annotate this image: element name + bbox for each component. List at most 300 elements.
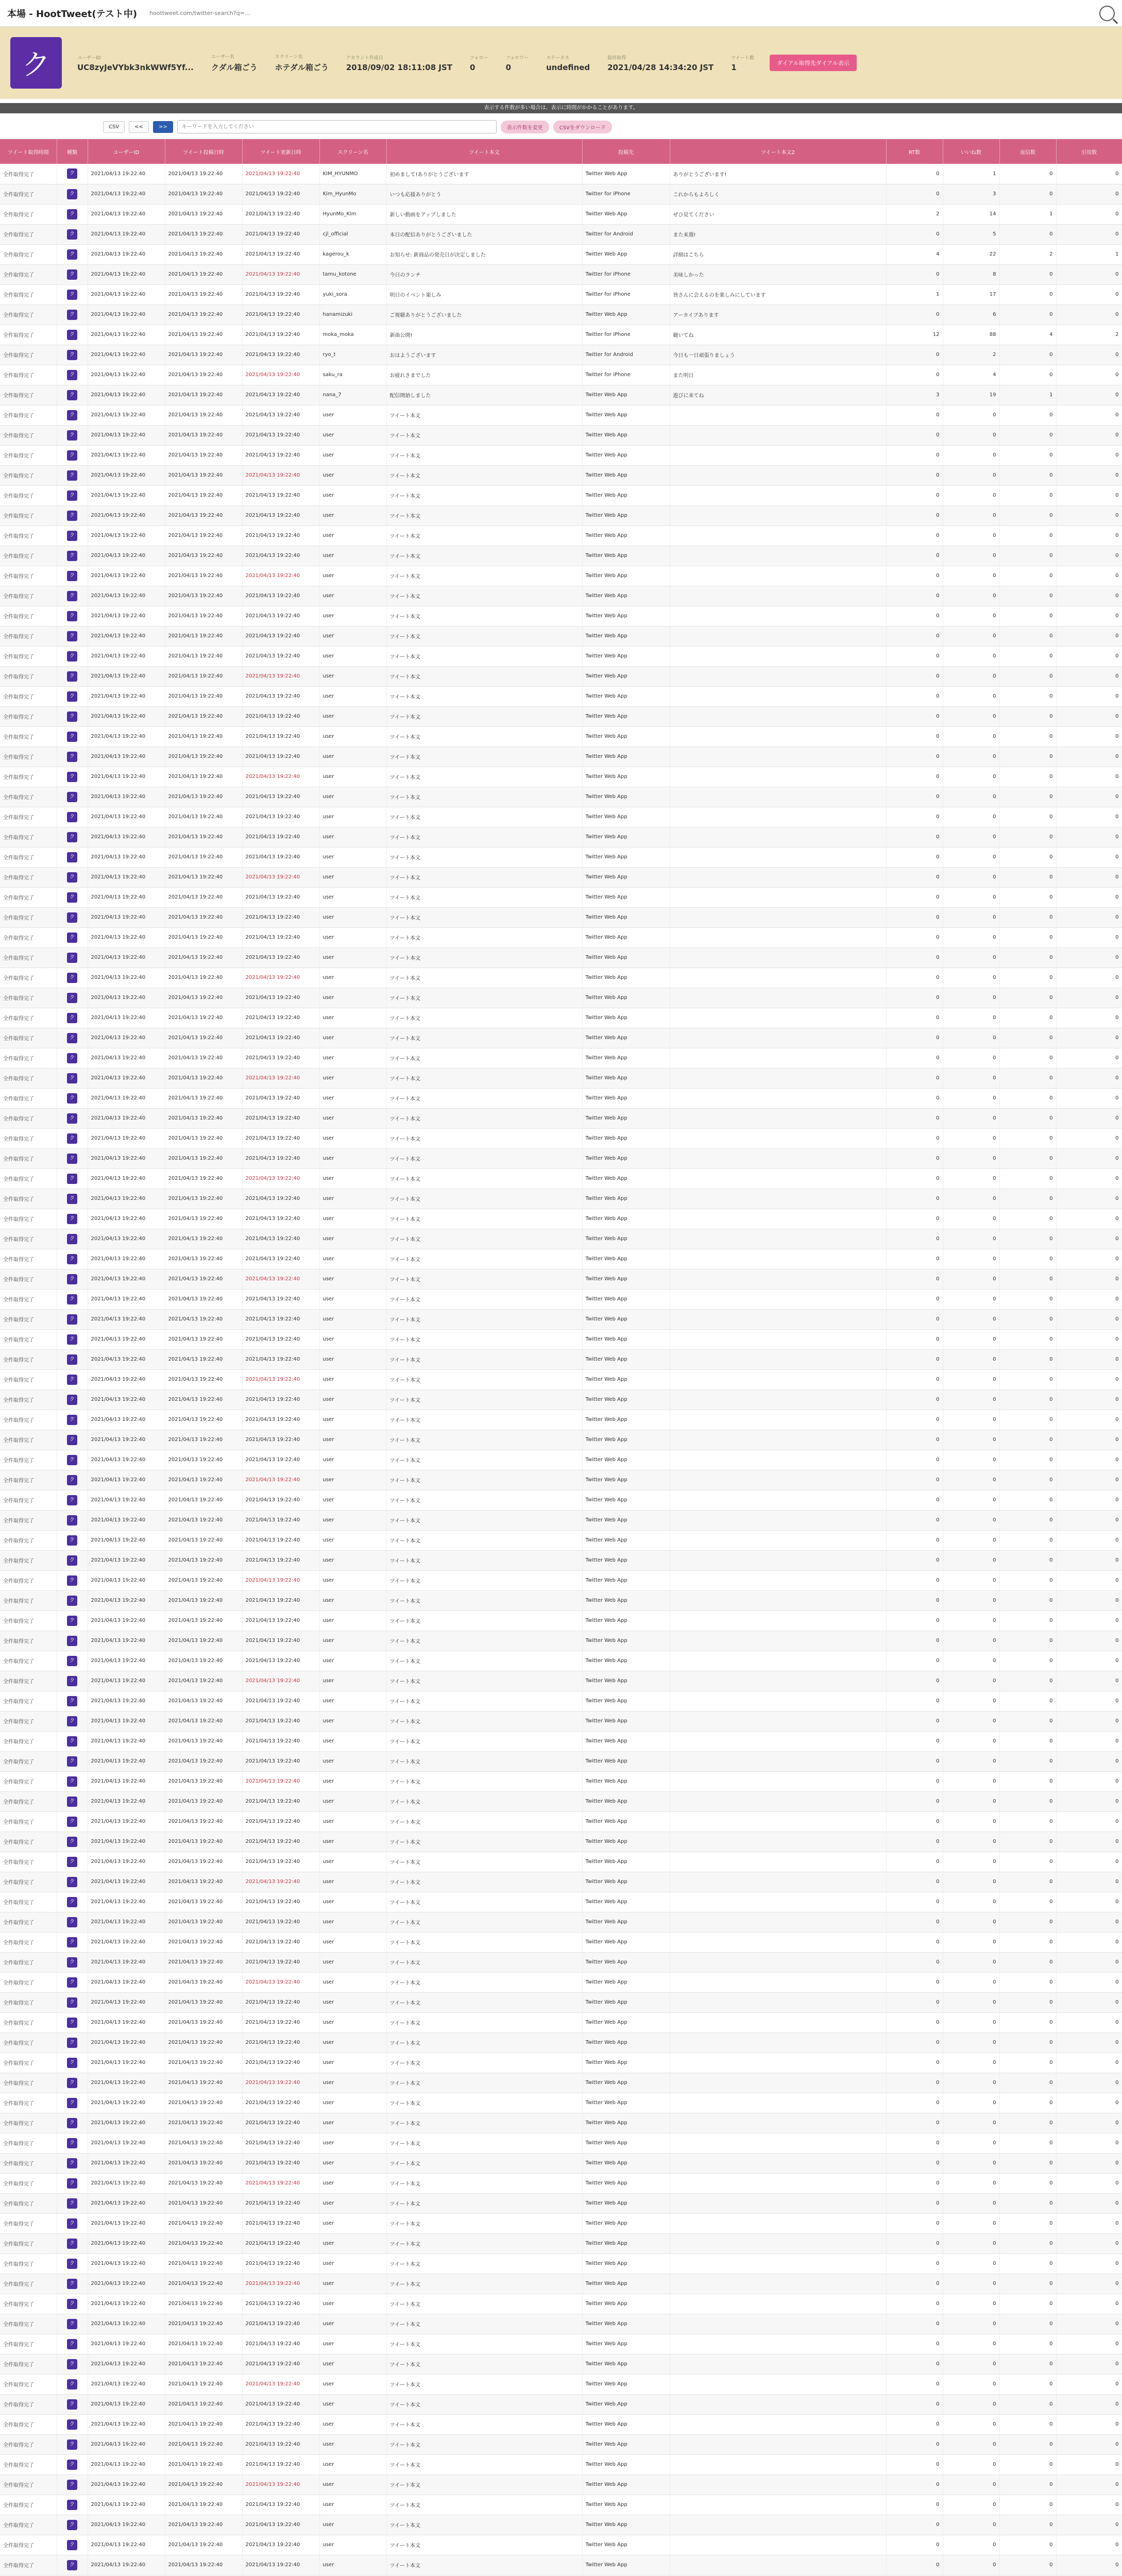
- table-cell[interactable]: [57, 847, 88, 867]
- table-cell[interactable]: user: [319, 1389, 386, 1410]
- table-cell[interactable]: user: [319, 1872, 386, 1892]
- table-cell[interactable]: user: [319, 2233, 386, 2253]
- row-open-icon[interactable]: ク: [67, 1073, 77, 1083]
- table-row[interactable]: [0, 1309, 1122, 1329]
- table-row[interactable]: [0, 1048, 1122, 1068]
- table-cell[interactable]: [57, 2495, 88, 2515]
- table-row[interactable]: [0, 2354, 1122, 2374]
- table-cell[interactable]: user: [319, 1912, 386, 1932]
- table-cell[interactable]: [57, 2394, 88, 2414]
- table-cell[interactable]: [57, 1751, 88, 1771]
- row-open-icon[interactable]: ク: [67, 973, 77, 983]
- table-cell[interactable]: user: [319, 2093, 386, 2113]
- row-open-icon[interactable]: ク: [67, 1033, 77, 1043]
- row-open-icon[interactable]: ク: [67, 1013, 77, 1023]
- row-open-icon[interactable]: ク: [67, 1575, 77, 1586]
- table-row[interactable]: [0, 1128, 1122, 1148]
- table-cell[interactable]: user: [319, 1510, 386, 1530]
- table-cell[interactable]: user: [319, 827, 386, 847]
- table-cell[interactable]: user: [319, 767, 386, 787]
- table-row[interactable]: [0, 646, 1122, 666]
- table-cell[interactable]: [57, 827, 88, 847]
- row-open-icon[interactable]: ク: [67, 1837, 77, 1847]
- row-open-icon[interactable]: ク: [67, 1354, 77, 1365]
- table-cell[interactable]: [57, 1510, 88, 1530]
- table-cell[interactable]: user: [319, 2475, 386, 2495]
- row-open-icon[interactable]: ク: [67, 1435, 77, 1445]
- table-cell[interactable]: user: [319, 2314, 386, 2334]
- table-row[interactable]: [0, 2475, 1122, 2495]
- table-row[interactable]: [0, 204, 1122, 224]
- table-cell[interactable]: [57, 1631, 88, 1651]
- table-cell[interactable]: user: [319, 1209, 386, 1229]
- table-cell[interactable]: [57, 626, 88, 646]
- table-cell[interactable]: user: [319, 606, 386, 626]
- page-size-button[interactable]: 表示件数を変更: [501, 121, 549, 133]
- table-cell[interactable]: hanamizuki: [319, 304, 386, 325]
- table-cell[interactable]: user: [319, 586, 386, 606]
- row-open-icon[interactable]: ク: [67, 1495, 77, 1505]
- row-open-icon[interactable]: ク: [67, 168, 77, 179]
- row-open-icon[interactable]: ク: [67, 872, 77, 883]
- row-open-icon[interactable]: ク: [67, 691, 77, 702]
- table-cell[interactable]: [57, 1550, 88, 1570]
- table-cell[interactable]: user: [319, 505, 386, 526]
- table-cell[interactable]: user: [319, 2274, 386, 2294]
- table-cell[interactable]: [57, 1711, 88, 1731]
- table-cell[interactable]: [57, 2113, 88, 2133]
- row-open-icon[interactable]: ク: [67, 2500, 77, 2510]
- table-cell[interactable]: [57, 2133, 88, 2153]
- table-cell[interactable]: user: [319, 1189, 386, 1209]
- table-row[interactable]: [0, 184, 1122, 204]
- table-cell[interactable]: user: [319, 2454, 386, 2475]
- row-open-icon[interactable]: ク: [67, 1093, 77, 1104]
- table-cell[interactable]: user: [319, 2555, 386, 2575]
- table-row[interactable]: [0, 2555, 1122, 2575]
- table-cell[interactable]: [57, 686, 88, 706]
- table-cell[interactable]: [57, 2213, 88, 2233]
- table-row[interactable]: [0, 968, 1122, 988]
- table-row[interactable]: [0, 1389, 1122, 1410]
- table-cell[interactable]: [57, 1570, 88, 1590]
- table-cell[interactable]: user: [319, 2394, 386, 2414]
- table-cell[interactable]: [57, 1872, 88, 1892]
- table-row[interactable]: [0, 1229, 1122, 1249]
- row-open-icon[interactable]: ク: [67, 651, 77, 662]
- row-open-icon[interactable]: ク: [67, 732, 77, 742]
- column-header[interactable]: 種類: [57, 139, 88, 164]
- table-cell[interactable]: user: [319, 1530, 386, 1550]
- row-open-icon[interactable]: ク: [67, 1234, 77, 1244]
- table-cell[interactable]: [57, 345, 88, 365]
- table-row[interactable]: [0, 1892, 1122, 1912]
- row-open-icon[interactable]: ク: [67, 1475, 77, 1485]
- table-cell[interactable]: [57, 2012, 88, 2032]
- table-cell[interactable]: user: [319, 807, 386, 827]
- table-row[interactable]: [0, 947, 1122, 968]
- table-cell[interactable]: [57, 2274, 88, 2294]
- table-row[interactable]: [0, 1410, 1122, 1430]
- table-cell[interactable]: user: [319, 666, 386, 686]
- row-open-icon[interactable]: ク: [67, 1113, 77, 1124]
- table-row[interactable]: [0, 1791, 1122, 1811]
- table-cell[interactable]: user: [319, 968, 386, 988]
- table-cell[interactable]: [57, 2535, 88, 2555]
- row-open-icon[interactable]: ク: [67, 390, 77, 400]
- table-cell[interactable]: user: [319, 2434, 386, 2454]
- table-row[interactable]: [0, 264, 1122, 284]
- table-cell[interactable]: user: [319, 787, 386, 807]
- row-open-icon[interactable]: ク: [67, 1997, 77, 2008]
- column-header[interactable]: ユーザーID: [88, 139, 165, 164]
- table-cell[interactable]: user: [319, 2133, 386, 2153]
- table-row[interactable]: [0, 1530, 1122, 1550]
- table-row[interactable]: [0, 2394, 1122, 2414]
- table-row[interactable]: [0, 526, 1122, 546]
- row-open-icon[interactable]: ク: [67, 1776, 77, 1787]
- row-open-icon[interactable]: ク: [67, 2299, 77, 2309]
- table-cell[interactable]: user: [319, 2354, 386, 2374]
- table-cell[interactable]: user: [319, 1329, 386, 1349]
- table-cell[interactable]: user: [319, 1892, 386, 1912]
- column-header[interactable]: スクリーン名: [319, 139, 386, 164]
- table-row[interactable]: [0, 1811, 1122, 1832]
- row-open-icon[interactable]: ク: [67, 611, 77, 621]
- table-cell[interactable]: [57, 947, 88, 968]
- row-open-icon[interactable]: ク: [67, 752, 77, 762]
- row-open-icon[interactable]: ク: [67, 1716, 77, 1726]
- table-cell[interactable]: [57, 1349, 88, 1369]
- table-cell[interactable]: [57, 2253, 88, 2274]
- table-cell[interactable]: cjl_official: [319, 224, 386, 244]
- table-row[interactable]: [0, 626, 1122, 646]
- table-cell[interactable]: tamu_kotone: [319, 264, 386, 284]
- table-row[interactable]: [0, 2515, 1122, 2535]
- table-cell[interactable]: user: [319, 626, 386, 646]
- row-open-icon[interactable]: ク: [67, 571, 77, 581]
- table-cell[interactable]: user: [319, 526, 386, 546]
- table-row[interactable]: [0, 2093, 1122, 2113]
- table-row[interactable]: [0, 2314, 1122, 2334]
- row-open-icon[interactable]: ク: [67, 1194, 77, 1204]
- table-row[interactable]: [0, 2012, 1122, 2032]
- row-open-icon[interactable]: ク: [67, 2038, 77, 2048]
- table-cell[interactable]: user: [319, 1410, 386, 1430]
- table-cell[interactable]: HyunMo_Kim: [319, 204, 386, 224]
- row-open-icon[interactable]: ク: [67, 993, 77, 1003]
- row-open-icon[interactable]: ク: [67, 310, 77, 320]
- row-open-icon[interactable]: ク: [67, 2198, 77, 2209]
- table-cell[interactable]: user: [319, 1992, 386, 2012]
- table-row[interactable]: [0, 1751, 1122, 1771]
- table-cell[interactable]: user: [319, 1811, 386, 1832]
- column-header[interactable]: ツイート取得時間: [0, 139, 57, 164]
- row-open-icon[interactable]: ク: [67, 1395, 77, 1405]
- table-cell[interactable]: [57, 1450, 88, 1470]
- row-open-icon[interactable]: ク: [67, 229, 77, 240]
- table-cell[interactable]: Kim_HyunMo: [319, 184, 386, 204]
- table-row[interactable]: [0, 1430, 1122, 1450]
- table-cell[interactable]: [57, 465, 88, 485]
- table-cell[interactable]: [57, 1008, 88, 1028]
- table-row[interactable]: [0, 867, 1122, 887]
- table-row[interactable]: [0, 1550, 1122, 1570]
- table-cell[interactable]: user: [319, 1048, 386, 1068]
- table-cell[interactable]: [57, 1229, 88, 1249]
- row-open-icon[interactable]: ク: [67, 2439, 77, 2450]
- table-cell[interactable]: [57, 867, 88, 887]
- row-open-icon[interactable]: ク: [67, 2319, 77, 2329]
- table-row[interactable]: [0, 1611, 1122, 1631]
- table-cell[interactable]: [57, 787, 88, 807]
- table-cell[interactable]: [57, 2374, 88, 2394]
- table-cell[interactable]: user: [319, 747, 386, 767]
- table-row[interactable]: [0, 807, 1122, 827]
- table-cell[interactable]: user: [319, 2173, 386, 2193]
- table-cell[interactable]: ryo_t: [319, 345, 386, 365]
- table-row[interactable]: [0, 1249, 1122, 1269]
- table-cell[interactable]: user: [319, 1832, 386, 1852]
- table-row[interactable]: [0, 1108, 1122, 1128]
- table-row[interactable]: [0, 1651, 1122, 1671]
- table-cell[interactable]: user: [319, 1289, 386, 1309]
- column-header[interactable]: ツイート投稿日時: [165, 139, 242, 164]
- row-open-icon[interactable]: ク: [67, 2138, 77, 2148]
- row-open-icon[interactable]: ク: [67, 551, 77, 561]
- table-cell[interactable]: yuki_sora: [319, 284, 386, 304]
- row-open-icon[interactable]: ク: [67, 1415, 77, 1425]
- row-open-icon[interactable]: ク: [67, 2098, 77, 2108]
- row-open-icon[interactable]: ク: [67, 2058, 77, 2068]
- table-cell[interactable]: [57, 1289, 88, 1309]
- table-cell[interactable]: [57, 2294, 88, 2314]
- table-cell[interactable]: [57, 2053, 88, 2073]
- table-row[interactable]: [0, 827, 1122, 847]
- table-cell[interactable]: [57, 1410, 88, 1430]
- table-row[interactable]: [0, 244, 1122, 264]
- table-row[interactable]: [0, 706, 1122, 726]
- prev-chip[interactable]: <<: [129, 121, 149, 133]
- table-cell[interactable]: [57, 2073, 88, 2093]
- table-cell[interactable]: user: [319, 1550, 386, 1570]
- table-cell[interactable]: user: [319, 1028, 386, 1048]
- table-cell[interactable]: [57, 968, 88, 988]
- table-row[interactable]: [0, 2374, 1122, 2394]
- table-cell[interactable]: user: [319, 1671, 386, 1691]
- table-cell[interactable]: user: [319, 2113, 386, 2133]
- row-open-icon[interactable]: ク: [67, 330, 77, 340]
- table-row[interactable]: [0, 1168, 1122, 1189]
- table-cell[interactable]: user: [319, 2193, 386, 2213]
- row-open-icon[interactable]: ク: [67, 1877, 77, 1887]
- row-open-icon[interactable]: ク: [67, 209, 77, 219]
- table-cell[interactable]: [57, 1651, 88, 1671]
- row-open-icon[interactable]: ク: [67, 1375, 77, 1385]
- row-open-icon[interactable]: ク: [67, 1455, 77, 1465]
- table-row[interactable]: [0, 2274, 1122, 2294]
- table-cell[interactable]: user: [319, 2294, 386, 2314]
- row-open-icon[interactable]: ク: [67, 1254, 77, 1264]
- row-open-icon[interactable]: ク: [67, 2279, 77, 2289]
- row-open-icon[interactable]: ク: [67, 772, 77, 782]
- row-open-icon[interactable]: ク: [67, 1133, 77, 1144]
- table-cell[interactable]: [57, 1992, 88, 2012]
- csv-chip[interactable]: CSV: [103, 121, 125, 133]
- table-row[interactable]: [0, 485, 1122, 505]
- table-row[interactable]: [0, 405, 1122, 425]
- table-row[interactable]: [0, 1510, 1122, 1530]
- table-cell[interactable]: user: [319, 2253, 386, 2274]
- table-cell[interactable]: [57, 1791, 88, 1811]
- row-open-icon[interactable]: ク: [67, 490, 77, 501]
- table-cell[interactable]: [57, 526, 88, 546]
- table-cell[interactable]: [57, 1048, 88, 1068]
- table-row[interactable]: [0, 1912, 1122, 1932]
- table-cell[interactable]: [57, 224, 88, 244]
- table-cell[interactable]: [57, 566, 88, 586]
- row-open-icon[interactable]: ク: [67, 2239, 77, 2249]
- next-chip[interactable]: >>: [153, 121, 173, 133]
- row-open-icon[interactable]: ク: [67, 2078, 77, 2088]
- row-open-icon[interactable]: ク: [67, 1957, 77, 1968]
- column-header[interactable]: 投稿先: [582, 139, 670, 164]
- table-cell[interactable]: user: [319, 726, 386, 747]
- table-cell[interactable]: user: [319, 1269, 386, 1289]
- table-cell[interactable]: user: [319, 1751, 386, 1771]
- row-open-icon[interactable]: ク: [67, 1756, 77, 1767]
- table-cell[interactable]: [57, 1128, 88, 1148]
- table-cell[interactable]: [57, 1912, 88, 1932]
- table-row[interactable]: [0, 1269, 1122, 1289]
- table-cell[interactable]: [57, 807, 88, 827]
- column-header[interactable]: ツイート本文2: [670, 139, 886, 164]
- table-cell[interactable]: user: [319, 2535, 386, 2555]
- row-open-icon[interactable]: ク: [67, 933, 77, 943]
- row-open-icon[interactable]: ク: [67, 912, 77, 923]
- table-row[interactable]: [0, 1832, 1122, 1852]
- table-row[interactable]: [0, 1068, 1122, 1088]
- row-open-icon[interactable]: ク: [67, 1797, 77, 1807]
- row-open-icon[interactable]: ク: [67, 2218, 77, 2229]
- table-cell[interactable]: user: [319, 1771, 386, 1791]
- table-cell[interactable]: [57, 385, 88, 405]
- table-cell[interactable]: [57, 546, 88, 566]
- table-row[interactable]: [0, 1008, 1122, 1028]
- table-row[interactable]: [0, 606, 1122, 626]
- table-cell[interactable]: user: [319, 2374, 386, 2394]
- table-row[interactable]: [0, 2032, 1122, 2053]
- column-header[interactable]: ツイート本文: [386, 139, 582, 164]
- table-cell[interactable]: [57, 2434, 88, 2454]
- table-cell[interactable]: user: [319, 566, 386, 586]
- table-row[interactable]: [0, 2454, 1122, 2475]
- table-row[interactable]: [0, 1932, 1122, 1952]
- row-open-icon[interactable]: ク: [67, 269, 77, 280]
- row-open-icon[interactable]: ク: [67, 2018, 77, 2028]
- row-open-icon[interactable]: ク: [67, 1817, 77, 1827]
- column-header[interactable]: RT数: [886, 139, 943, 164]
- row-open-icon[interactable]: ク: [67, 1977, 77, 1988]
- table-cell[interactable]: [57, 646, 88, 666]
- table-cell[interactable]: user: [319, 1108, 386, 1128]
- row-open-icon[interactable]: ク: [67, 1154, 77, 1164]
- table-cell[interactable]: user: [319, 1470, 386, 1490]
- table-row[interactable]: [0, 1972, 1122, 1992]
- table-cell[interactable]: [57, 887, 88, 907]
- table-cell[interactable]: [57, 1168, 88, 1189]
- table-row[interactable]: [0, 907, 1122, 927]
- table-row[interactable]: [0, 2253, 1122, 2274]
- row-open-icon[interactable]: ク: [67, 1696, 77, 1706]
- table-cell[interactable]: user: [319, 1369, 386, 1389]
- table-cell[interactable]: [57, 284, 88, 304]
- table-cell[interactable]: [57, 606, 88, 626]
- table-cell[interactable]: [57, 1671, 88, 1691]
- table-cell[interactable]: user: [319, 1068, 386, 1088]
- row-open-icon[interactable]: ク: [67, 2259, 77, 2269]
- table-cell[interactable]: [57, 445, 88, 465]
- table-cell[interactable]: [57, 1209, 88, 1229]
- table-cell[interactable]: user: [319, 2334, 386, 2354]
- table-cell[interactable]: user: [319, 1711, 386, 1731]
- table-cell[interactable]: nana_7: [319, 385, 386, 405]
- table-row[interactable]: [0, 304, 1122, 325]
- row-open-icon[interactable]: ク: [67, 2158, 77, 2168]
- row-open-icon[interactable]: ク: [67, 1174, 77, 1184]
- table-cell[interactable]: user: [319, 485, 386, 505]
- row-open-icon[interactable]: ク: [67, 2379, 77, 2389]
- table-cell[interactable]: [57, 505, 88, 526]
- row-open-icon[interactable]: ク: [67, 290, 77, 300]
- table-row[interactable]: [0, 2053, 1122, 2073]
- table-row[interactable]: [0, 847, 1122, 867]
- table-cell[interactable]: [57, 706, 88, 726]
- table-row[interactable]: [0, 425, 1122, 445]
- table-cell[interactable]: [57, 1832, 88, 1852]
- row-open-icon[interactable]: ク: [67, 189, 77, 199]
- table-cell[interactable]: [57, 2515, 88, 2535]
- table-row[interactable]: [0, 767, 1122, 787]
- table-cell[interactable]: [57, 2173, 88, 2193]
- table-cell[interactable]: user: [319, 1430, 386, 1450]
- row-open-icon[interactable]: ク: [67, 1294, 77, 1304]
- table-cell[interactable]: [57, 907, 88, 927]
- table-row[interactable]: [0, 1349, 1122, 1369]
- table-cell[interactable]: [57, 2093, 88, 2113]
- table-row[interactable]: [0, 2193, 1122, 2213]
- search-icon[interactable]: [1099, 6, 1115, 21]
- table-row[interactable]: [0, 1470, 1122, 1490]
- row-open-icon[interactable]: ク: [67, 953, 77, 963]
- table-cell[interactable]: user: [319, 867, 386, 887]
- table-row[interactable]: [0, 546, 1122, 566]
- table-cell[interactable]: user: [319, 2032, 386, 2053]
- table-cell[interactable]: [57, 1691, 88, 1711]
- table-cell[interactable]: [57, 2414, 88, 2434]
- table-cell[interactable]: [57, 304, 88, 325]
- table-row[interactable]: [0, 1631, 1122, 1651]
- table-row[interactable]: [0, 1771, 1122, 1791]
- row-open-icon[interactable]: ク: [67, 370, 77, 380]
- table-cell[interactable]: moka_moka: [319, 325, 386, 345]
- table-cell[interactable]: user: [319, 425, 386, 445]
- table-cell[interactable]: [57, 2314, 88, 2334]
- table-cell[interactable]: [57, 184, 88, 204]
- row-open-icon[interactable]: ク: [67, 2480, 77, 2490]
- table-cell[interactable]: [57, 1972, 88, 1992]
- table-row[interactable]: [0, 726, 1122, 747]
